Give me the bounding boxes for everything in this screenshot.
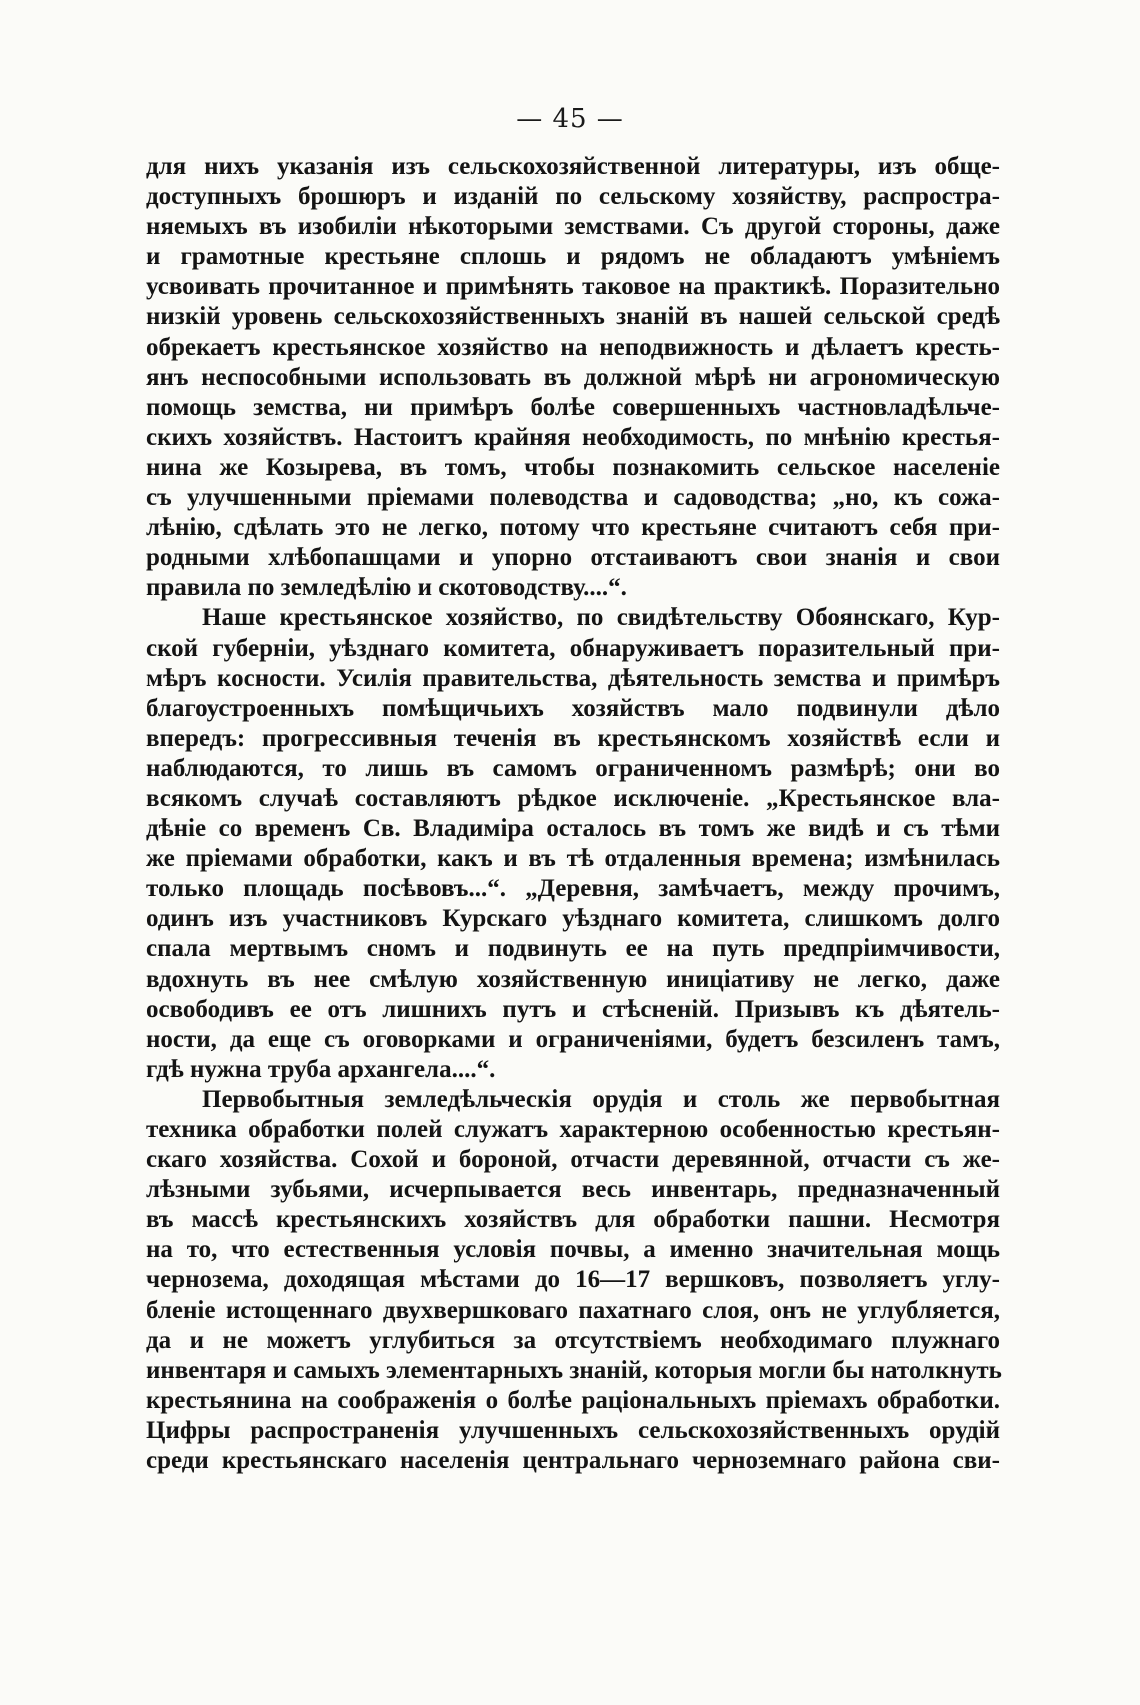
text-line: инвентаря и самыхъ элементарныхъ знаній, которыя могли бы натолкнуть — [146, 1356, 1002, 1384]
text-line: благоустроенныхъ помѣщичьихъ хозяйствъ мало подвинули дѣло — [146, 694, 1000, 722]
text-line: всякомъ случаѣ составляютъ рѣдкое исключеніе. „Крестьянское вла- — [146, 784, 1000, 812]
text-line: освободивъ ее отъ лишнихъ путъ и стѣсненій. Призывъ къ дѣятель- — [146, 995, 1000, 1023]
text-line: скихъ хозяйствъ. Настоитъ крайняя необходимость, по мнѣнію крестья- — [146, 423, 1000, 451]
text-line: чернозема, доходящая мѣстами до 16—17 вершковъ, позволяетъ углу- — [146, 1266, 1000, 1294]
text-line: лѣзными зубьями, исчерпывается весь инвентарь, предназначенный — [146, 1176, 1000, 1204]
text-line: техника обработки полей служатъ характерною особенностью крестьян- — [146, 1116, 1000, 1143]
text-line: мѣръ косности. Усилія правительства, дѣятельность земства и примѣръ — [146, 664, 1000, 692]
text-line: нина же Козырева, въ томъ, чтобы познакомить сельское населеніе — [146, 453, 1000, 481]
text-line: скаго хозяйства. Сохой и бороной, отчасти деревянной, отчасти съ же- — [146, 1146, 1000, 1174]
text-line: для нихъ указанія изъ сельскохозяйственной литературы, изъ обще- — [146, 153, 1000, 180]
text-line: ской губерніи, уѣзднаго комитета, обнаруживаетъ поразительный при- — [146, 634, 1000, 662]
text-line: въ массѣ крестьянскихъ хозяйствъ для обработки пашни. Несмотря — [146, 1206, 1000, 1234]
text-line: наблюдаются, то лишь въ самомъ ограниченномъ размѣрѣ; они во — [146, 754, 1000, 782]
paragraph-2 — [146, 603, 1000, 1085]
text-line: няемыхъ въ изобиліи нѣкоторыми земствами. Съ другой стороны, даже — [146, 213, 1000, 241]
text-line: впередъ: прогрессивныя теченія въ крестьянскомъ хозяйствѣ если и — [146, 724, 1000, 752]
text-line: на то, что естественныя условія почвы, а именно значительная мощь — [146, 1236, 1000, 1264]
text-line: и грамотные крестьяне сплошь и рядомъ не обладаютъ умѣніемъ — [146, 243, 1000, 271]
text-line: спала мертвымъ сномъ и подвинуть ее на путь предпріимчивости, — [146, 935, 1000, 963]
text-line: крестьянина на соображенія о болѣе раціональныхъ пріемахъ обработки. — [146, 1386, 1000, 1414]
text-line: помощь земства, ни примѣръ болѣе совершенныхъ частновладѣльче- — [146, 393, 1000, 421]
text-line: низкій уровень сельскохозяйственныхъ знаній въ нашей сельской средѣ — [146, 303, 1000, 331]
text-line: доступныхъ брошюръ и изданій по сельскому хозяйству, распростра- — [146, 183, 1000, 211]
text-line: Наше крестьянское хозяйство, по свидѣтельству Обоянскаго, Кур- — [202, 604, 1000, 632]
text-line: Первобытныя земледѣльческія орудія и столь же первобытная — [202, 1085, 1000, 1113]
text-line: янъ неспособными использовать въ должной мѣрѣ ни агрономическую — [146, 363, 1000, 391]
body-text — [146, 152, 1000, 1476]
text-line: бленіе истощеннаго двухвершковаго пахатнаго слоя, онъ не углубляется, — [146, 1296, 1000, 1324]
text-line: только площадь посѣвовъ...“. „Деревня, замѣчаетъ, между прочимъ, — [146, 875, 1000, 903]
paragraph-1 — [146, 152, 1000, 603]
text-line: да и не можетъ углубиться за отсутствіемъ необходимаго плужнаго — [146, 1326, 1000, 1354]
page-number: — 45 — — [516, 104, 624, 134]
text-line: Цифры распространенія улучшенныхъ сельскохозяйственныхъ орудій — [146, 1416, 1000, 1444]
text-line: вдохнуть въ нее смѣлую хозяйственную иниціативу не легко, даже — [146, 965, 1000, 993]
paragraph-3 — [146, 1085, 1000, 1476]
text-line: родными хлѣбопашцами и упорно отстаиваютъ свои знанія и свои — [146, 544, 1000, 572]
text-line: ности, да еще съ оговорками и ограниченіями, будетъ безсиленъ тамъ, — [146, 1025, 1000, 1053]
text-line: дѣніе со временъ Св. Владиміра осталось въ томъ же видѣ и съ тѣми — [146, 815, 1000, 843]
text-line: усвоивать прочитанное и примѣнять таковое на практикѣ. Поразительно — [146, 273, 1000, 301]
text-line: съ улучшенными пріемами полеводства и садоводства; „но, къ сожа- — [146, 484, 1000, 512]
text-line: лѣнію, сдѣлать это не легко, потому что крестьяне считаютъ себя при- — [146, 514, 1000, 542]
text-line: среди крестьянскаго населенія центральнаго черноземнаго района сви- — [146, 1447, 1000, 1475]
text-line: гдѣ нужна труба архангела....“. — [146, 1055, 496, 1083]
text-line: же пріемами обработки, какъ и въ тѣ отдаленныя времена; измѣнилась — [146, 845, 1000, 873]
text-line: правила по земледѣлію и скотоводству....“. — [146, 574, 627, 602]
text-line: одинъ изъ участниковъ Курскаго уѣзднаго комитета, слишкомъ долго — [146, 905, 1000, 933]
text-line: обрекаетъ крестьянское хозяйство на неподвижность и дѣлаетъ кресть- — [146, 333, 1000, 361]
